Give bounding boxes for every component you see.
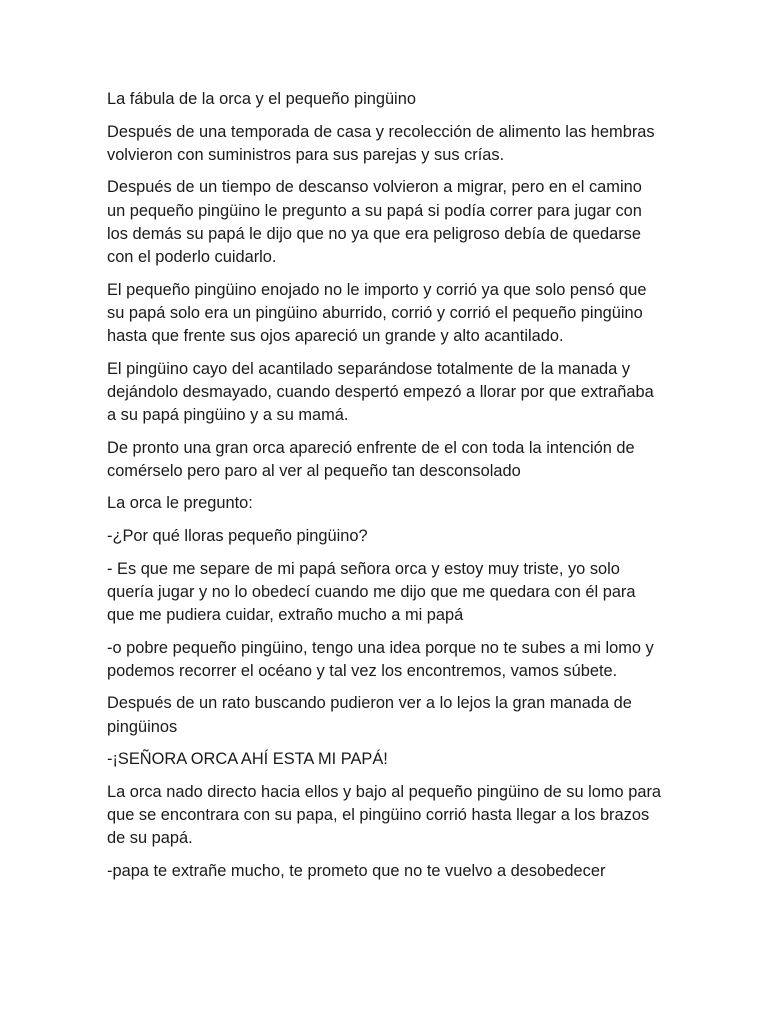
paragraph-6: La orca le pregunto: [107,494,253,513]
paragraph-12: La orca nado directo hacia ellos y bajo al pequeño pingüino de su lomo para que se encontrara con su papa, el pingüino corrió hasta llegar a los brazos de su papá. [107,782,666,848]
paragraph-7: -¿Por qué lloras pequeño pingüino? [107,526,368,545]
paragraph-4: El pingüino cayo del acantilado separándose totalmente de la manada y dejándolo desmayado, cuando despertó empezó a llorar por que extrañaba a su papá pingüino y a su mamá. [107,359,663,424]
paragraph-13: -papa te extrañe mucho, te prometo que no te vuelvo a desobedecer [107,861,606,880]
paragraph-10: Después de un rato buscando pudieron ver a lo lejos la gran manada de pingüinos [107,694,637,736]
paragraph-1: Después de una temporada de casa y recolección de alimento las hembras volvieron con suministros para sus parejas y sus crías. [107,122,660,164]
paragraph-5: De pronto una gran orca apareció enfrente de el con toda la intención de comérselo pero paro al ver al pequeño tan desconsolado [107,438,640,480]
paragraph-9: -o pobre pequeño pingüino, tengo una idea porque no te subes a mi lomo y podemos recorrer el océano y tal vez los encontremos, vamos súbete. [107,638,659,680]
paragraph-8: - Es que me separe de mi papá señora orca y estoy muy triste, yo solo quería jugar y no lo obedecí cuando me dijo que me quedara con él para que me pudiera cuidar, extraño mucho a mi papá [107,559,641,624]
paragraph-11: -¡SEÑORA ORCA AHÍ ESTA MI PAPÁ! [107,750,388,769]
document-page [107,88,667,892]
paragraph-2: Después de un tiempo de descanso volvieron a migrar, pero en el camino un pequeño pingüino le pregunto a su papá si podía correr para jugar con los demás su papá le dijo que no ya que era peligroso debía de quedarse con el poderlo cuidarlo. [107,178,651,266]
paragraph-3: El pequeño pingüino enojado no le importo y corrió ya que solo pensó que su papá solo era un pingüino aburrido, corrió y corrió el pequeño pingüino hasta que frente sus ojos apareció un grande y alto acantilado. [107,280,652,345]
document-title: La fábula de la orca y el pequeño pingüino [107,90,416,108]
